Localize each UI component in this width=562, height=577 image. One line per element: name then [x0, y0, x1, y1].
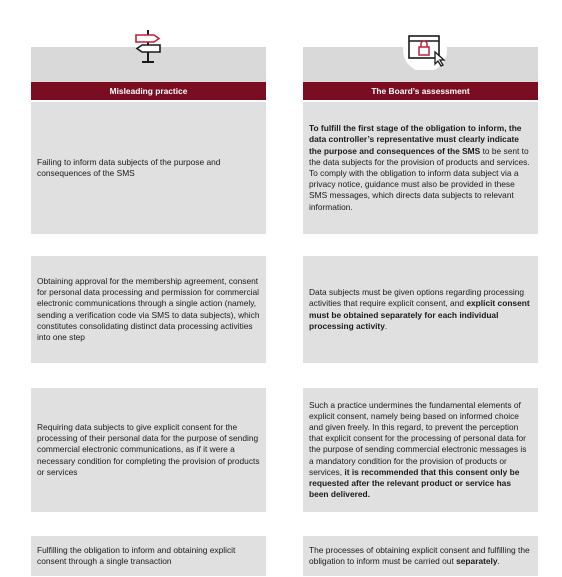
- emphasis-text: separately: [456, 556, 498, 566]
- emphasis-text: To fulfill the first stage of the obligation to inform, the data controller’s representative must clearly indicate the purpose and consequences of the SMS: [309, 123, 522, 156]
- assessment-text: [309, 123, 532, 213]
- signpost-icon: [124, 26, 172, 66]
- plain-text: Such a practice undermines the fundamental elements of explicit consent, namely being based on informed choice and given freely. In this regard, to prevent the perception that explicit consent for the processing of personal data for the purpose of sending commercial electronic messages is a mandatory condition for the provision of products or services,: [309, 399, 527, 477]
- browser-lock-cursor-icon: [401, 30, 449, 70]
- practice-text: Failing to inform data subjects of the purpose and consequences of the SMS: [37, 156, 221, 178]
- practice-cell-1: [31, 102, 266, 234]
- plain-text: Data subjects must be given options regarding processing activities that require explicit consent, and: [309, 287, 525, 309]
- assessment-cell-3: [303, 388, 538, 512]
- assessment-text: [309, 545, 532, 567]
- assessment-cell-2: [303, 256, 538, 363]
- header-misleading-practice: Misleading practice: [31, 82, 266, 100]
- header-board-assessment: The Board’s assessment: [303, 82, 538, 100]
- assessment-cell-1: [303, 102, 538, 234]
- practice-cell-4: [31, 536, 266, 576]
- practice-text: Obtaining approval for the membership agreement, consent for personal data processing and permission for commercial electronic communications through a single action (namely, sending a verification code via SMS to data subjects), which constitutes consolidating distinct data processing activities into one step: [37, 275, 260, 342]
- assessment-cell-4: [303, 536, 538, 576]
- practice-cell-2: [31, 256, 266, 363]
- assessment-text: [309, 400, 532, 501]
- practice-text: Requiring data subjects to give explicit consent for the processing of their personal data for the purpose of sending commercial electronic communications, as if it were a necessary condition for completing the provision of products or services: [37, 421, 260, 477]
- plain-text: .: [497, 556, 500, 566]
- plain-text: The processes of obtaining explicit consent and fulfilling the obligation to inform must be carried out: [309, 544, 530, 566]
- emphasis-text: explicit consent must be obtained separately for each individual processing activity: [309, 298, 530, 331]
- assessment-text: [309, 287, 532, 332]
- plain-text: to be sent to the data subjects for the provision of products and services. To comply with the obligation to inform data subject via a privacy notice, guidance must also be provided in these SMS messages, which directs data subjects to relevant information.: [309, 145, 530, 212]
- practice-cell-3: [31, 388, 266, 512]
- emphasis-text: it is recommended that this consent only be requested after the relevant product or service has been delivered.: [309, 466, 520, 500]
- plain-text: .: [384, 320, 388, 331]
- practice-text: Fulfilling the obligation to inform and obtaining explicit consent through a single transaction: [37, 544, 236, 566]
